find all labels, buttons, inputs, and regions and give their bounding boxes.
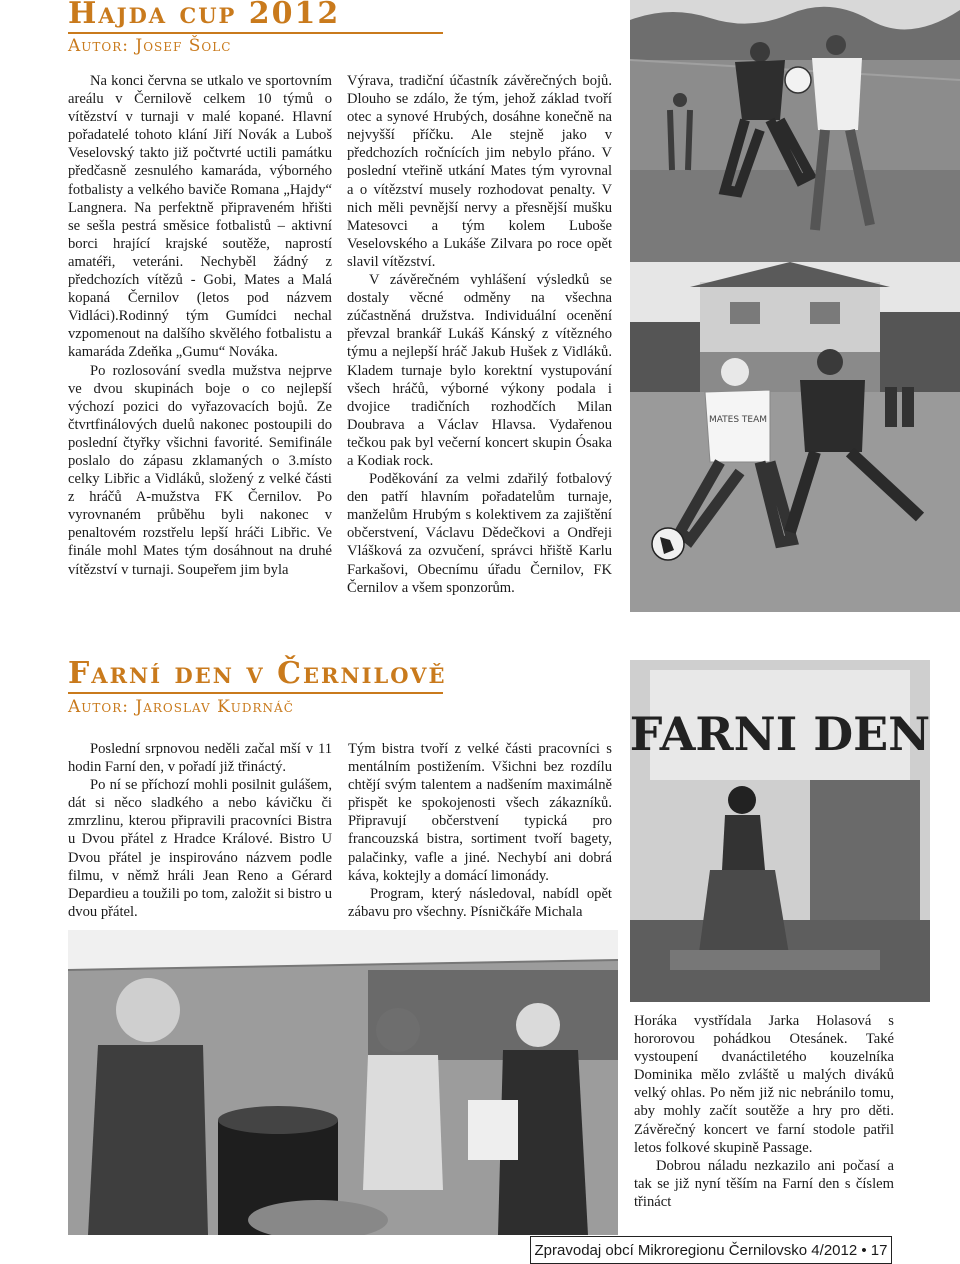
article1-col2-paragraph: Poděkování za velmi zdařilý fotbalový den patří hlavním pořadatelům turnaje, manželům Hrubým s kolektivem za zajištění občerstvení, Václavu Dědečkovi a Ondřeji Vlášková za ozvučení, správci hřiště Karlu Farkašovi, Obecnímu úřadu Černilov, FK Černilov a všem sponzorům. [347, 471, 612, 596]
article2-author: Autor: Jaroslav Kudrnáč [68, 697, 294, 717]
article1-col1-paragraph: Po rozlosování svedla mužstva nejprve ve dvou skupinách boje o co nejlepší výchozí pozici do vyřazovacích bojů. Ze čtvrtfinálových duelů nakonec postoupili do poslední čtyřky všichni favorité. Semifinále poslalo do zápasu zklamaných o 3.místo celky Libřic a Vidláků, složený z velké části z hráčů A-mužstva FK Černilov. Po vyrovnaném průběhu byli nakonec v penaltovém rozstřelu lepší hráči Libřic. Ve finále mohl Mates tým dosáhnout na druhé vítězství v turnaji. Soupeřem jim byla [68, 362, 332, 578]
article1-title: Hajda cup 2012 [68, 0, 341, 31]
football-photo-bottom [630, 262, 960, 612]
article1-column-2 [347, 72, 612, 597]
shirt-text: MATES TEAM [708, 415, 768, 425]
stage-photo [630, 660, 930, 1002]
article2-column-1 [68, 740, 332, 921]
article2-col2-paragraph: Program, který následoval, nabídl opět zábavu pro všechny. Písničkáře Michala [348, 885, 612, 920]
article2-column-3 [634, 1012, 894, 1211]
article1-col2-paragraph: V závěrečném vyhlášení výsledků se dostaly věcné odměny na všechna zúčastněná družstva. Individuální ocenění převzal brankář Lukáš Kánský z vítězného týmu a nejlepší hráč Jakub Hušek z Vidláků. Kladem turnaje bylo korektní vystupování všech hráčů, výborné výkony podala i dvojice tradičních rozhodčích Milan Doubrava a Václav Hlavsa. Vydařenou tečkou pak byl večerní koncert skupin Ósaka a Kodiak rock. [347, 272, 612, 469]
article1-column-1 [68, 72, 332, 579]
page-footer [530, 1236, 892, 1264]
article1-title-rule [68, 32, 443, 34]
article1-col1-paragraph: Na konci června se utkalo ve sportovním areálu v Černilově celkem 10 týmů o vítězství v turnaji v malé kopané. Hlavní pořadatelé tohoto klání Jiří Novák a Luboš Veselovský takto již počtvrté uctili památku předčasně zesnulého kamaráda, výborného fotbalisty a velkého baviče Romana „Hajdy“ Langnera. Na perfektně připraveném hřišti se sešla pestrá směsice fotbalistů – aktivní borci hrající krajské soutěže, naprostí amatéři, veteráni. Nechyběl žádný z předchozích vítězů - Gobi, Mates a Malá kopaná Černilov (letos pod názvem Vidláci).Rodinný tým Gumídci nechal vzpomenout na dalšího skvělého fotbalistu a kamaráda Zdeňka „Gumu“ Nováka. [68, 73, 332, 361]
article2-column-2 [348, 740, 612, 921]
article2-col1-paragraph: Poslední srpnovou neděli začal mší v 11 hodin Farní den, v pořadí již třináctý. [68, 741, 332, 776]
article1-col2-paragraph: Výrava, tradiční účastník závěrečných bojů. Dlouho se zdálo, že tým, jehož základ tvoří otec a synové Hrubých, dosáhne konečně na nejvyšší příčku. Ale stejně jako v předchozích ročnících jim nebylo přáno. V poslední vteřině utkání Mates tým vyrovnal a o vítězství musely rozhodovat penalty. V nich měli pevnější nervy a přesnější mušku Matesovci a tým kolem Luboše Veselovského a Lukáše Zilvara po roce opět slavil vítězství. [347, 73, 612, 270]
bistro-photo [68, 930, 618, 1235]
article2-col1-paragraph: Po ní se příchozí mohli posilnit gulášem, dát si něco sladkého a nebo kávičku či zmrzlinu, kterou připravili pracovníci Bistra u Dvou přátel z Hradce Králové. Bistro U Dvou přátel je inspirováno názvem podle filmu, v němž hráli Jean Reno a Gérard Depardieu a toužili po tom, založit si bistro u dvou přátel. [68, 777, 332, 920]
footer-text: Zpravodaj obcí Mikroregionu Černilovsko 4/2012 • 17 [534, 1241, 888, 1259]
article2-col3-paragraph: Horáka vystřídala Jarka Holasová s hororovou pohádkou Otesánek. Také vystoupení dvanáctiletého kouzelníka Dominika mělo zvláště u malých diváků velký ohlas. Po něm již nic nebránilo tomu, aby mohly začít soutěže a hry pro děti. Závěrečný koncert ve farní stodole patřil letos folkové skupině Passage. [634, 1013, 894, 1156]
article2-title-rule [68, 692, 443, 694]
football-photo-top [630, 0, 960, 262]
stage-sign-text: FARNI DEN [630, 707, 930, 761]
article2-col2-paragraph: Tým bistra tvoří z velké části pracovníci s mentálním postižením. Všichni bez rozdílu chtějí svým talentem a nadšením maximálně přispět ke spokojenosti všech zákazníků. Připravují občerstvení typická pro francouzská bistra, sortiment tvoří bagety, palačinky, vafle a jiné. Nechybí ani dobrá káva, koktejly a domácí limonády. [348, 741, 612, 884]
article2-title: Farní den v Černilově [68, 656, 447, 691]
article2-col3-paragraph: Dobrou náladu nezkazilo ani počasí a tak se již nyní těším na Farní den s číslem třináct [634, 1157, 894, 1210]
article1-author: Autor: Josef Šolc [68, 36, 232, 56]
